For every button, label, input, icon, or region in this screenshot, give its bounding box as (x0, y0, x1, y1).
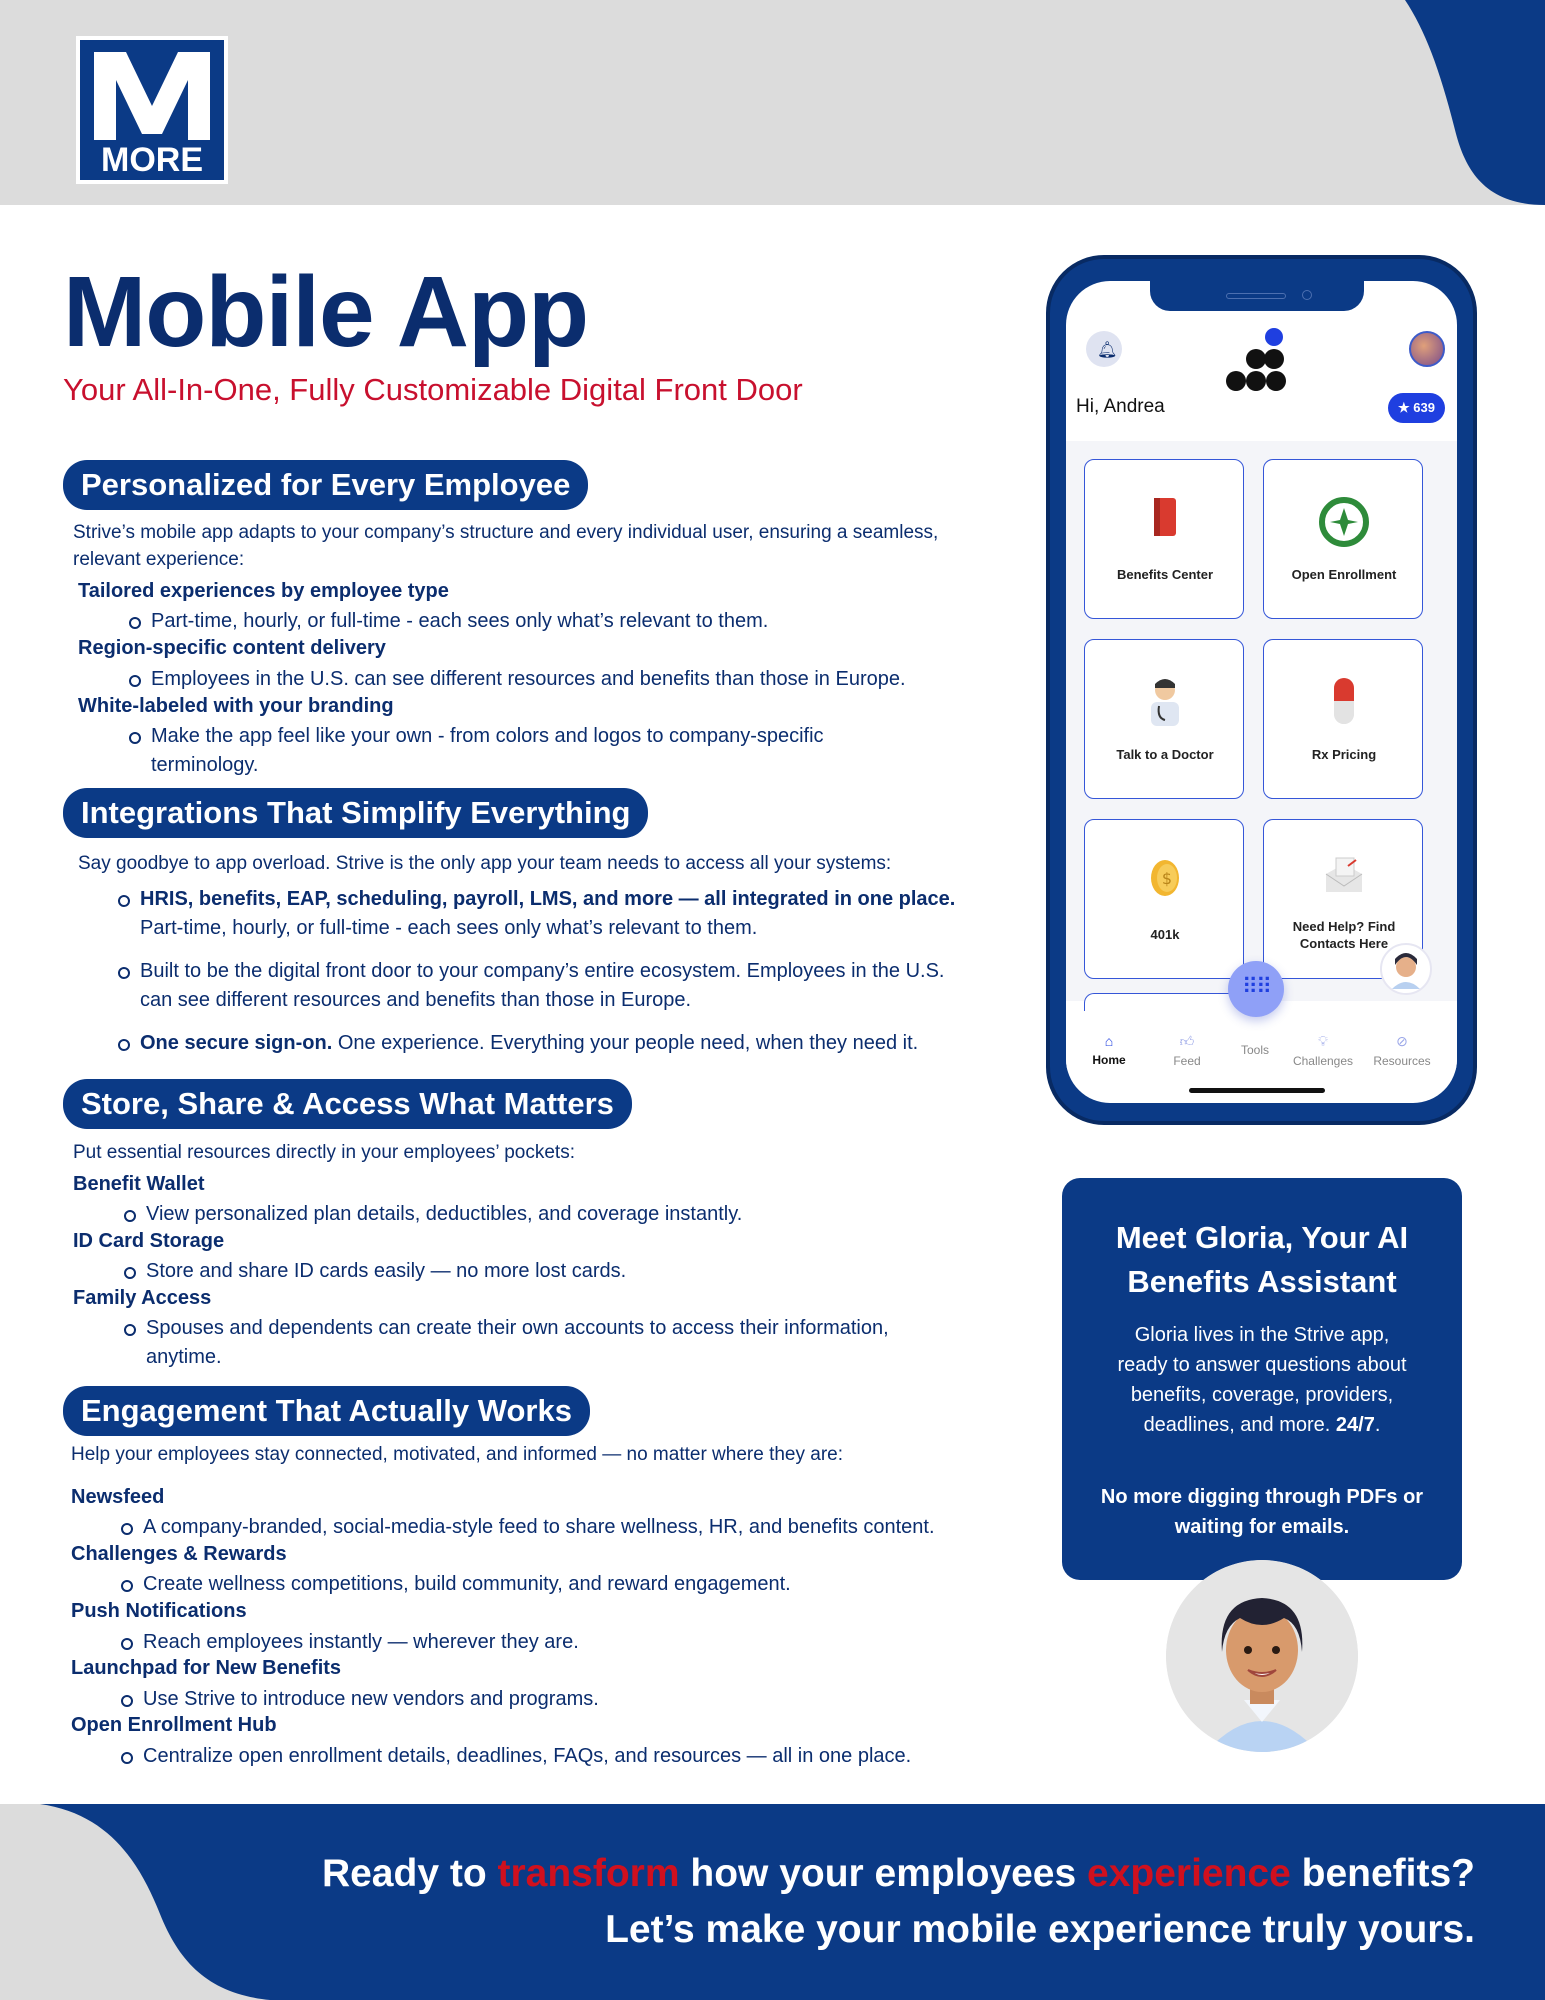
section2-bullet3 (140, 1029, 918, 1057)
cta-text: how your employees (679, 1852, 1087, 1895)
section2-bullet3-rest: One experience. Everything your people need, when they need it. (332, 1032, 919, 1054)
nav-label: Challenges (1292, 1054, 1354, 1068)
logo-m-mark (80, 44, 224, 144)
greeting-text: Hi, Andrea (1076, 396, 1165, 417)
thumbs-up-icon: 👍︎ (1179, 1033, 1195, 1049)
gloria-body-end: . (1374, 1414, 1381, 1436)
gloria-body-bold: 24/7 (1335, 1414, 1375, 1436)
cta-text: Ready to (321, 1852, 498, 1895)
phone-mockup (1046, 255, 1477, 1125)
section1-intro-line1: Strive’s mobile app adapts to your company’s structure and every individual user, ensuring a seamless, (73, 522, 939, 543)
nav-tools[interactable] (1220, 1043, 1290, 1057)
section3-item-bullet: View personalized plan details, deductibles, and coverage instantly. (146, 1200, 742, 1228)
section3-intro: Put essential resources directly in your employees’ pockets: (73, 1142, 575, 1163)
section4-item-title: Newsfeed (71, 1486, 165, 1508)
gloria-footer: No more digging through PDFs or waiting for emails. (1100, 1486, 1424, 1538)
section4-item-bullet: A company-branded, social-media-style feed to share wellness, HR, and benefits content. (143, 1513, 935, 1541)
section1-item-title: Tailored experiences by employee type (78, 580, 449, 602)
nav-label: Home (1092, 1053, 1126, 1067)
section4-item-bullet: Reach employees instantly — wherever they are. (143, 1628, 579, 1656)
cta-highlight: experience (1087, 1852, 1291, 1895)
section3-item-bullet: Store and share ID cards easily — no more lost cards. (146, 1257, 626, 1285)
footer-cta-line2: Let’s make your mobile experience truly yours. (605, 1908, 1475, 1951)
envelope-icon (1264, 856, 1424, 906)
gloria-body (1112, 1320, 1412, 1440)
section3-item-bullet-cont: anytime. (146, 1346, 222, 1368)
nav-label: Resources (1373, 1054, 1431, 1068)
page-subtitle: Your All-In-One, Fully Customizable Digital Front Door (63, 372, 803, 407)
tools-button[interactable] (1228, 961, 1284, 1017)
section4-item-title: Challenges & Rewards (71, 1543, 287, 1565)
gloria-card (1062, 1178, 1462, 1580)
more-logo (76, 36, 228, 184)
section1-intro-line2: relevant experience: (73, 549, 245, 570)
book-icon (1085, 496, 1245, 550)
profile-avatar[interactable] (1409, 331, 1445, 367)
section1-item-bullet: Employees in the U.S. can see different resources and benefits than those in Europe. (151, 665, 906, 693)
phone-screen (1066, 281, 1457, 1103)
compass-nav-icon: ⊘ (1396, 1033, 1408, 1049)
footer-cta-line1 (322, 1852, 1475, 1896)
tile-open-enrollment[interactable] (1263, 459, 1423, 619)
section2-bullet1-rest: Part-time, hourly, or full-time - each sees only what’s relevant to them. (140, 917, 758, 939)
speaker-grille (1226, 293, 1286, 299)
footer-swoosh (0, 1804, 270, 2000)
tile-label: Need Help? Find Contacts Here (1292, 919, 1396, 951)
section-heading-store: Store, Share & Access What Matters (63, 1079, 632, 1129)
header-band (0, 0, 1545, 205)
header-swoosh (1315, 0, 1545, 205)
grid-icon: ⠿⠿ (1241, 974, 1271, 999)
gloria-body-text: Gloria lives in the Strive app, ready to answer questions about benefits, coverage, providers, deadlines, and more. (1117, 1324, 1407, 1436)
gloria-portrait (1166, 1560, 1358, 1752)
section1-item-bullet-cont: terminology. (151, 754, 259, 776)
cta-highlight: transform (497, 1852, 680, 1895)
svg-text:$: $ (1161, 869, 1173, 888)
section2-bullet1-bold: HRIS, benefits, EAP, scheduling, payroll, LMS, and more — all integrated in one place. (140, 885, 955, 913)
tile-label: 401k (1150, 927, 1180, 942)
section3-item-title: Benefit Wallet (73, 1173, 205, 1195)
tile-talk-to-doctor[interactable] (1084, 639, 1244, 799)
section3-item-bullet: Spouses and dependents can create their own accounts to access their information, (146, 1314, 889, 1342)
section2-bullet2-cont: can see different resources and benefits than those in Europe. (140, 989, 692, 1011)
nav-label: Tools (1240, 1043, 1269, 1057)
section1-item-title: White-labeled with your branding (78, 695, 394, 717)
section-heading-personalized: Personalized for Every Employee (63, 460, 588, 510)
tile-401k[interactable] (1084, 819, 1244, 979)
tile-label: Talk to a Doctor (1116, 747, 1214, 762)
gloria-chat-avatar[interactable] (1380, 943, 1432, 995)
tile-benefits-center[interactable] (1084, 459, 1244, 619)
nav-resources[interactable] (1367, 1033, 1437, 1068)
doctor-icon (1085, 676, 1245, 738)
star-icon: ★ (1398, 400, 1414, 415)
section3-item-title: Family Access (73, 1287, 212, 1309)
strive-logo-icon (1216, 327, 1296, 397)
section-heading-engagement: Engagement That Actually Works (63, 1386, 590, 1436)
section4-item-title: Open Enrollment Hub (71, 1714, 277, 1736)
tile-label: Rx Pricing (1311, 747, 1377, 762)
lightbulb-icon: 💡︎ (1318, 1033, 1328, 1049)
section1-item-bullet: Make the app feel like your own - from colors and logos to company-specific (151, 722, 824, 750)
points-value: 639 (1413, 400, 1435, 415)
section4-item-title: Push Notifications (71, 1600, 247, 1622)
camera-dot (1302, 290, 1312, 300)
section4-item-bullet: Use Strive to introduce new vendors and programs. (143, 1685, 599, 1713)
points-badge[interactable] (1388, 393, 1445, 423)
section4-item-bullet: Centralize open enrollment details, deadlines, FAQs, and resources — all in one place. (143, 1742, 911, 1770)
gloria-title: Meet Gloria, Your AI Benefits Assistant (1115, 1220, 1409, 1299)
tile-grid (1066, 441, 1457, 1001)
footer-band (0, 1804, 1545, 2000)
tile-label: Open Enrollment (1291, 567, 1397, 582)
tile-label: Benefits Center (1116, 567, 1214, 582)
bell-icon[interactable]: 🔔︎ (1086, 331, 1122, 367)
section2-bullet3-bold: One secure sign-on. (140, 1032, 333, 1054)
page-title: Mobile App (63, 256, 589, 368)
pill-icon (1264, 676, 1424, 738)
section1-item-bullet: Part-time, hourly, or full-time - each sees only what’s relevant to them. (151, 607, 768, 635)
logo-word: MORE (80, 140, 224, 180)
nav-challenges[interactable] (1288, 1033, 1358, 1068)
nav-label: Feed (1173, 1054, 1201, 1068)
home-indicator (1189, 1088, 1325, 1093)
section4-item-title: Launchpad for New Benefits (71, 1657, 342, 1679)
tile-rx-pricing[interactable] (1263, 639, 1423, 799)
section1-item-title: Region-specific content delivery (78, 637, 386, 659)
nav-home[interactable] (1074, 1033, 1144, 1067)
cta-text: benefits? (1290, 1852, 1475, 1895)
section4-item-bullet: Create wellness competitions, build community, and reward engagement. (143, 1570, 791, 1598)
nav-feed[interactable] (1152, 1033, 1222, 1068)
home-icon: ⌂ (1104, 1033, 1114, 1049)
coin-icon (1085, 856, 1245, 910)
section2-intro: Say goodbye to app overload. Strive is the only app your team needs to access all your systems: (78, 853, 892, 874)
section4-intro: Help your employees stay connected, motivated, and informed — no matter where they are: (71, 1444, 844, 1465)
compass-icon (1264, 496, 1424, 558)
section2-bullet2: Built to be the digital front door to your company’s entire ecosystem. Employees in the U.S. (140, 957, 944, 985)
phone-notch (1150, 281, 1364, 311)
bottom-nav (1066, 1011, 1457, 1071)
section3-item-title: ID Card Storage (73, 1230, 225, 1252)
section-heading-integrations: Integrations That Simplify Everything (63, 788, 648, 838)
